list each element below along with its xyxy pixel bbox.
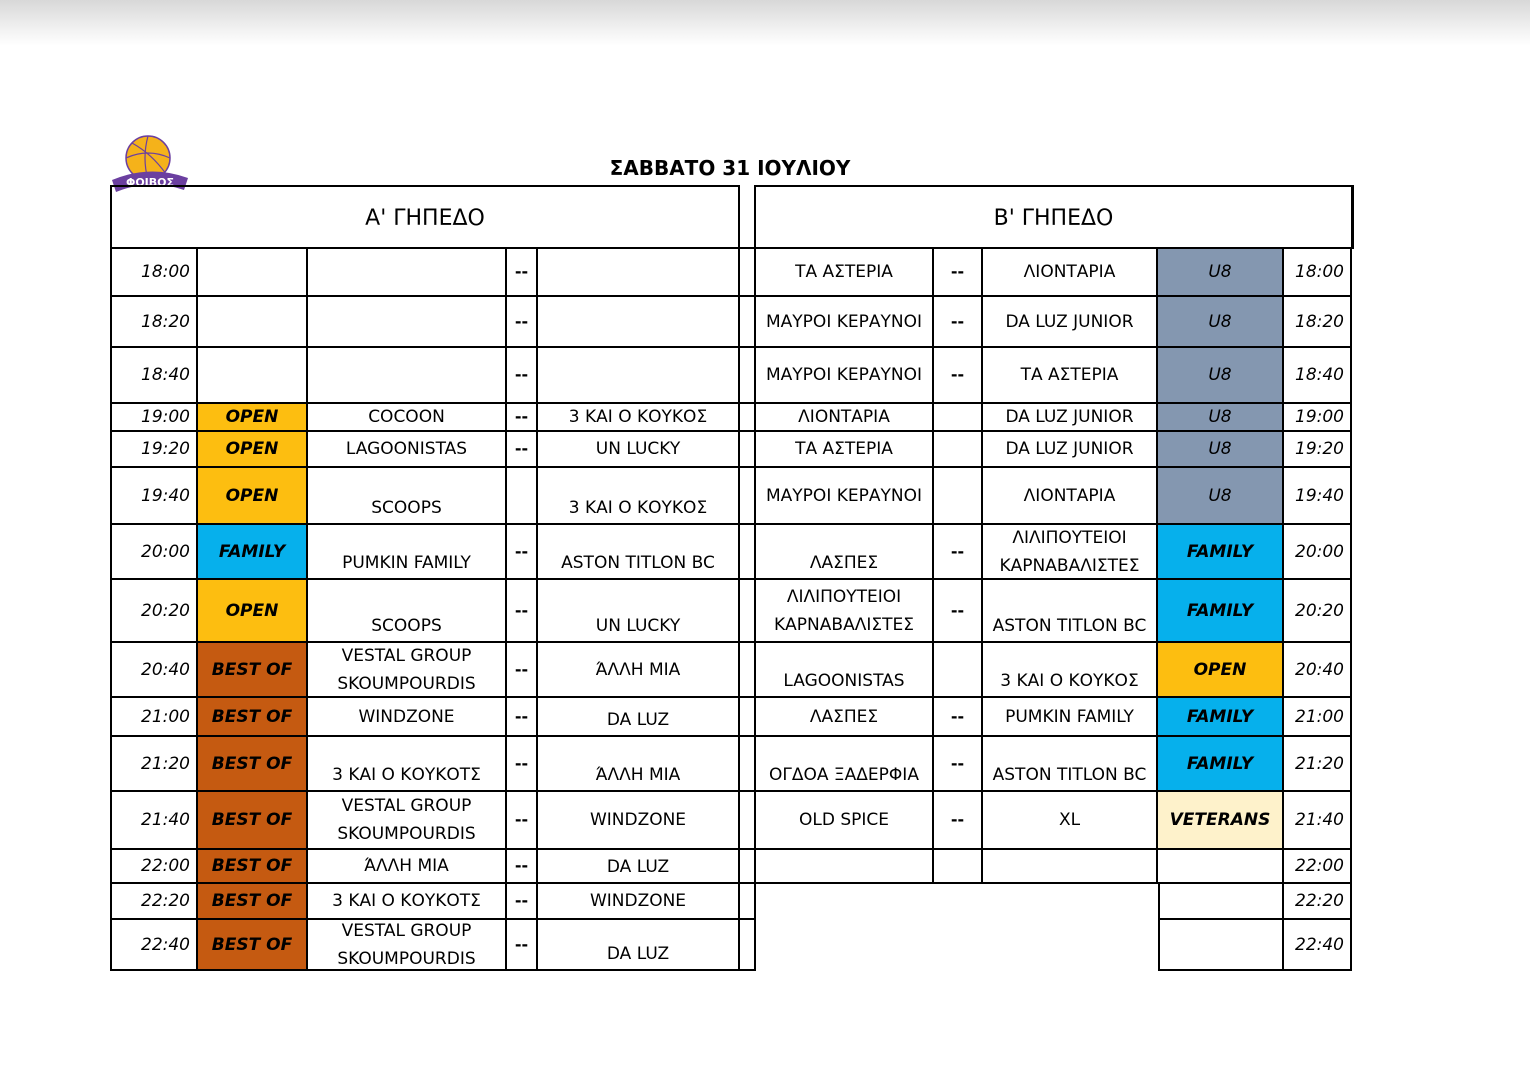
court-a-team2-text: DA LUZ bbox=[606, 710, 670, 730]
court-a-team2 bbox=[538, 468, 740, 525]
court-b-time-text: 22:00 bbox=[1295, 856, 1344, 876]
court-a-team1 bbox=[308, 643, 507, 698]
court-a-category-text: OPEN bbox=[225, 600, 279, 621]
court-a-vs bbox=[507, 525, 538, 580]
court-a-time bbox=[110, 297, 198, 348]
court-b-vs bbox=[934, 432, 983, 468]
court-a-team1 bbox=[308, 297, 507, 348]
court-a-team1 bbox=[308, 249, 507, 297]
court-b-time-text: 18:00 bbox=[1295, 262, 1344, 282]
court-a-time-text: 18:20 bbox=[141, 311, 190, 332]
court-a-team2-text: WINDZONE bbox=[589, 891, 687, 911]
court-b-vs-text: -- bbox=[950, 810, 965, 829]
court-a-time bbox=[110, 525, 198, 580]
court-b-time-text: 21:40 bbox=[1295, 810, 1344, 830]
court-a-time bbox=[110, 468, 198, 525]
court-b-category-text: FAMILY bbox=[1186, 753, 1254, 774]
court-b-time bbox=[1284, 850, 1352, 884]
court-b-time bbox=[1284, 348, 1352, 404]
court-a-category-text: BEST OF bbox=[211, 706, 293, 727]
court-a-time-text: 18:00 bbox=[141, 262, 190, 282]
court-a-category bbox=[198, 432, 308, 468]
court-b-team1 bbox=[756, 525, 934, 580]
court-b-vs-text: -- bbox=[950, 706, 965, 726]
court-b-time bbox=[1284, 432, 1352, 468]
court-gap bbox=[740, 792, 756, 850]
court-b-team1-text: ΜΑΥΡΟΙ ΚΕΡΑΥΝΟΙ bbox=[766, 311, 922, 332]
court-b-time bbox=[1284, 580, 1352, 643]
court-a-team1 bbox=[308, 850, 507, 884]
court-b-team1 bbox=[756, 850, 934, 884]
court-b-category bbox=[1158, 698, 1284, 737]
court-b-team2-text: ΛΙΛΙΠΟΥΤΕΙΟΙ ΚΑΡΝΑΒΑΛΙΣΤΕΣ bbox=[999, 527, 1140, 576]
court-a-vs-text: -- bbox=[514, 753, 529, 773]
court-b-vs-text: -- bbox=[950, 541, 965, 561]
court-b-team2 bbox=[983, 348, 1158, 404]
court-gap bbox=[740, 297, 756, 348]
court-a-team2 bbox=[538, 432, 740, 468]
court-a-team2-text: 3 ΚΑΙ Ο ΚΟΥΚΟΣ bbox=[568, 407, 708, 427]
court-b-team1-text: ΛΑΣΠΕΣ bbox=[809, 553, 879, 573]
court-b-time-text: 20:00 bbox=[1295, 541, 1344, 562]
court-b-time bbox=[1284, 404, 1352, 432]
court-a-team2 bbox=[538, 884, 740, 920]
court-a-team2-text: 3 ΚΑΙ Ο ΚΟΥΚΟΣ bbox=[568, 498, 708, 518]
court-b-vs bbox=[934, 249, 983, 297]
court-a-category bbox=[198, 468, 308, 525]
court-a-category bbox=[198, 643, 308, 698]
court-b-vs-text: -- bbox=[950, 311, 965, 331]
court-b-header bbox=[754, 185, 1354, 249]
court-a-category bbox=[198, 580, 308, 643]
court-a-category-text: BEST OF bbox=[211, 934, 293, 955]
court-b-category-text: U8 bbox=[1208, 262, 1232, 282]
court-b-team2 bbox=[983, 249, 1158, 297]
court-b-category bbox=[1158, 348, 1284, 404]
court-b-time-text: 19:40 bbox=[1295, 485, 1344, 506]
court-b-team2-text: PUMKIN FAMILY bbox=[1005, 706, 1134, 727]
court-a-team1 bbox=[308, 884, 507, 920]
court-a-category-text: FAMILY bbox=[218, 541, 286, 562]
court-b-team1 bbox=[756, 643, 934, 698]
court-b-team2-text: DA LUZ JUNIOR bbox=[1005, 439, 1134, 459]
court-a-category bbox=[198, 348, 308, 404]
court-a-vs-text: -- bbox=[514, 439, 529, 458]
court-b-vs bbox=[934, 348, 983, 404]
court-a-time-text: 21:40 bbox=[141, 810, 190, 830]
court-a-time-text: 18:40 bbox=[141, 365, 190, 385]
court-b-time-text: 19:00 bbox=[1295, 407, 1344, 427]
court-a-time bbox=[110, 737, 198, 792]
court-b-team2 bbox=[983, 698, 1158, 737]
court-b-time bbox=[1284, 920, 1352, 971]
court-b-team1-text: ΜΑΥΡΟΙ ΚΕΡΑΥΝΟΙ bbox=[766, 365, 922, 385]
court-b-category-text: U8 bbox=[1208, 439, 1232, 459]
court-b-category bbox=[1158, 737, 1284, 792]
court-b-team1 bbox=[756, 468, 934, 525]
court-b-category bbox=[1158, 432, 1284, 468]
court-a-team2-text: WINDZONE bbox=[589, 810, 687, 830]
court-b-vs bbox=[934, 737, 983, 792]
court-b-vs bbox=[934, 698, 983, 737]
court-a-team2 bbox=[538, 737, 740, 792]
court-b-time bbox=[1284, 468, 1352, 525]
court-gap bbox=[740, 525, 756, 580]
court-a-team1-text: VESTAL GROUP SKOUMPOURDIS bbox=[337, 645, 476, 694]
court-a-time-text: 19:00 bbox=[141, 407, 190, 427]
court-b-category-text: OPEN bbox=[1193, 659, 1247, 680]
court-b-time-text: 21:00 bbox=[1295, 706, 1344, 727]
court-b-time-text: 18:40 bbox=[1295, 365, 1344, 385]
court-a-time-text: 21:20 bbox=[141, 753, 190, 774]
court-b-team1 bbox=[756, 249, 934, 297]
court-a-team1 bbox=[308, 348, 507, 404]
court-b-team2 bbox=[983, 432, 1158, 468]
court-a-category bbox=[198, 737, 308, 792]
court-b-team1-text: ΛΙΛΙΠΟΥΤΕΙΟΙ ΚΑΡΝΑΒΑΛΙΣΤΕΣ bbox=[774, 586, 914, 635]
court-a-team2-text: ΆΛΛΗ ΜΙΑ bbox=[595, 765, 681, 785]
court-b-category-text: FAMILY bbox=[1186, 541, 1254, 562]
court-a-vs bbox=[507, 580, 538, 643]
court-b-team2-text: ΛΙΟΝΤΑΡΙΑ bbox=[1023, 485, 1116, 506]
court-a-time-text: 20:40 bbox=[141, 659, 190, 680]
court-a-team1-text: WINDZONE bbox=[358, 706, 455, 727]
court-a-team2-text: ASTON TITLON BC bbox=[561, 553, 715, 573]
court-a-team1-text: 3 ΚΑΙ Ο ΚΟΥΚΟΤΣ bbox=[332, 891, 481, 911]
court-b-vs-text: -- bbox=[950, 262, 965, 281]
court-a-time bbox=[110, 920, 198, 971]
court-b-team2-text: DA LUZ JUNIOR bbox=[1005, 311, 1134, 332]
court-b-team2-text: XL bbox=[1058, 810, 1081, 830]
court-a-team2 bbox=[538, 348, 740, 404]
page-title: ΣΑΒΒΑΤΟ 31 ΙΟΥΛΙΟΥ bbox=[609, 156, 851, 180]
court-a-team1-text: LAGOONISTAS bbox=[345, 439, 468, 459]
court-a-team1 bbox=[308, 432, 507, 468]
court-b-team1 bbox=[756, 348, 934, 404]
court-a-vs bbox=[507, 404, 538, 432]
court-b-time-text: 22:40 bbox=[1295, 934, 1344, 955]
court-b-category bbox=[1158, 792, 1284, 850]
court-gap bbox=[740, 468, 756, 525]
court-b-team2 bbox=[983, 792, 1158, 850]
court-a-team1-text: COCOON bbox=[368, 407, 445, 427]
court-a-vs bbox=[507, 432, 538, 468]
court-b-time-text: 21:20 bbox=[1295, 753, 1344, 774]
court-b-time bbox=[1284, 525, 1352, 580]
court-b-category bbox=[1158, 850, 1284, 884]
court-b-team2-text: ASTON TITLON BC bbox=[992, 765, 1147, 785]
court-b-time bbox=[1284, 792, 1352, 850]
court-b-team2 bbox=[983, 850, 1158, 884]
court-b-time-text: 20:20 bbox=[1295, 600, 1344, 621]
court-a-header-label: Α' ΓΗΠΕΔΟ bbox=[365, 205, 485, 231]
court-b-category-text: VETERANS bbox=[1169, 810, 1271, 830]
court-b-team1 bbox=[756, 580, 934, 643]
court-a-vs bbox=[507, 468, 538, 525]
court-a-team1-text: PUMKIN FAMILY bbox=[342, 553, 471, 573]
court-b-team1 bbox=[756, 698, 934, 737]
court-a-vs-text: -- bbox=[514, 541, 529, 561]
court-b-team2 bbox=[983, 580, 1158, 643]
court-b-team2 bbox=[983, 297, 1158, 348]
court-b-vs bbox=[934, 850, 983, 884]
court-a-team2 bbox=[538, 249, 740, 297]
court-a-vs-text: -- bbox=[514, 365, 529, 384]
court-a-category bbox=[198, 920, 308, 971]
court-gap bbox=[740, 580, 756, 643]
court-a-time bbox=[110, 249, 198, 297]
court-a-time-text: 19:20 bbox=[141, 439, 190, 459]
court-b-time-text: 22:20 bbox=[1295, 891, 1344, 911]
court-gap bbox=[740, 884, 756, 920]
court-b-vs-text: -- bbox=[950, 753, 965, 773]
window-top-band bbox=[0, 0, 1530, 46]
court-a-category-text: BEST OF bbox=[211, 856, 293, 876]
court-b-category bbox=[1158, 920, 1284, 971]
court-a-team1 bbox=[308, 698, 507, 737]
court-b-vs bbox=[934, 297, 983, 348]
court-b-team1 bbox=[756, 737, 934, 792]
court-b-team1-text: ΜΑΥΡΟΙ ΚΕΡΑΥΝΟΙ bbox=[766, 485, 922, 506]
court-b-team1-text: ΤΑ ΑΣΤΕΡΙΑ bbox=[795, 439, 893, 459]
court-a-time-text: 22:00 bbox=[141, 856, 190, 876]
court-b-team1 bbox=[756, 297, 934, 348]
court-a-vs bbox=[507, 297, 538, 348]
court-gap bbox=[740, 698, 756, 737]
court-b-category bbox=[1158, 643, 1284, 698]
court-b-category-text: FAMILY bbox=[1186, 706, 1254, 727]
court-a-team1-text: 3 ΚΑΙ Ο ΚΟΥΚΟΤΣ bbox=[332, 765, 481, 785]
court-b-team2-text: ΤΑ ΑΣΤΕΡΙΑ bbox=[1020, 365, 1119, 385]
court-a-category-text: BEST OF bbox=[211, 753, 293, 774]
court-a-vs-text: -- bbox=[514, 891, 529, 910]
court-a-time-text: 19:40 bbox=[141, 485, 190, 506]
court-b-time bbox=[1284, 884, 1352, 920]
court-a-category-text: BEST OF bbox=[211, 810, 293, 830]
court-a-team1 bbox=[308, 580, 507, 643]
court-a-vs bbox=[507, 920, 538, 971]
court-b-team1-text: ΤΑ ΑΣΤΕΡΙΑ bbox=[795, 262, 893, 282]
court-gap bbox=[740, 348, 756, 404]
court-b-time-text: 19:20 bbox=[1295, 439, 1344, 459]
court-a-time bbox=[110, 698, 198, 737]
court-a-category bbox=[198, 792, 308, 850]
court-a-vs bbox=[507, 737, 538, 792]
court-gap bbox=[740, 432, 756, 468]
court-a-team2 bbox=[538, 792, 740, 850]
court-b-time bbox=[1284, 297, 1352, 348]
court-b-team2-text: DA LUZ JUNIOR bbox=[1005, 407, 1134, 427]
court-a-vs-text: -- bbox=[514, 407, 529, 426]
court-b-team2 bbox=[983, 525, 1158, 580]
court-a-team1 bbox=[308, 920, 507, 971]
court-a-time-text: 20:00 bbox=[141, 541, 190, 562]
court-b-category bbox=[1158, 404, 1284, 432]
court-a-category bbox=[198, 850, 308, 884]
court-a-team1 bbox=[308, 525, 507, 580]
court-a-team2 bbox=[538, 698, 740, 737]
court-a-vs-text: -- bbox=[514, 706, 529, 726]
court-gap bbox=[740, 404, 756, 432]
court-a-team2-text: UN LUCKY bbox=[595, 439, 681, 459]
court-b-team1 bbox=[756, 792, 934, 850]
court-gap bbox=[740, 850, 756, 884]
court-b-category bbox=[1158, 468, 1284, 525]
court-a-time bbox=[110, 643, 198, 698]
court-b-vs bbox=[934, 580, 983, 643]
court-b-vs bbox=[934, 525, 983, 580]
court-a-vs bbox=[507, 850, 538, 884]
court-b-category bbox=[1158, 297, 1284, 348]
court-b-time bbox=[1284, 698, 1352, 737]
court-a-team2 bbox=[538, 920, 740, 971]
club-logo bbox=[108, 130, 192, 192]
court-b-team1-text: LAGOONISTAS bbox=[783, 671, 905, 691]
court-b-team2 bbox=[983, 404, 1158, 432]
court-a-time bbox=[110, 404, 198, 432]
court-a-team2-text: ΆΛΛΗ ΜΙΑ bbox=[595, 659, 681, 680]
court-a-time-text: 22:40 bbox=[141, 934, 190, 955]
court-a-time bbox=[110, 792, 198, 850]
court-b-vs bbox=[934, 468, 983, 525]
court-b-vs-text: -- bbox=[950, 600, 965, 620]
court-a-category bbox=[198, 698, 308, 737]
court-a-team2 bbox=[538, 404, 740, 432]
court-b-vs bbox=[934, 792, 983, 850]
court-a-category-text: BEST OF bbox=[211, 891, 293, 911]
court-b-team1-text: ΛΙΟΝΤΑΡΙΑ bbox=[798, 407, 890, 427]
court-b-category-text: U8 bbox=[1208, 365, 1232, 385]
court-b-category-text: FAMILY bbox=[1186, 600, 1254, 621]
court-a-vs-text: -- bbox=[514, 659, 529, 679]
court-a-team2 bbox=[538, 850, 740, 884]
court-b-time bbox=[1284, 737, 1352, 792]
court-a-category bbox=[198, 884, 308, 920]
court-b-team2-text: ΛΙΟΝΤΑΡΙΑ bbox=[1023, 262, 1116, 282]
court-a-vs bbox=[507, 643, 538, 698]
court-b-team1 bbox=[756, 432, 934, 468]
court-gap bbox=[740, 920, 756, 971]
court-b-team2-text: 3 ΚΑΙ Ο ΚΟΥΚΟΣ bbox=[1000, 671, 1139, 691]
court-b-category bbox=[1158, 525, 1284, 580]
court-a-time-text: 21:00 bbox=[141, 706, 190, 727]
court-a-team1-text: SCOOPS bbox=[371, 616, 442, 636]
court-a-category bbox=[198, 525, 308, 580]
court-a-team2 bbox=[538, 297, 740, 348]
court-a-team1 bbox=[308, 792, 507, 850]
court-a-vs-text: -- bbox=[514, 810, 529, 829]
court-a-vs bbox=[507, 698, 538, 737]
court-a-team2-text: DA LUZ bbox=[606, 857, 670, 877]
court-b-vs bbox=[934, 643, 983, 698]
court-a-vs-text: -- bbox=[514, 262, 529, 281]
court-a-vs-text: -- bbox=[514, 934, 529, 954]
court-b-category bbox=[1158, 580, 1284, 643]
court-a-vs bbox=[507, 884, 538, 920]
court-a-time-text: 20:20 bbox=[141, 600, 190, 621]
court-a-time bbox=[110, 348, 198, 404]
court-a-vs bbox=[507, 792, 538, 850]
court-b-team1-text: ΟΓΔΟΑ ΞΑΔΕΡΦΙΑ bbox=[769, 765, 919, 785]
court-b-header-label: Β' ΓΗΠΕΔΟ bbox=[993, 205, 1114, 231]
court-a-category bbox=[198, 249, 308, 297]
court-a-team1-text: ΆΛΛΗ ΜΙΑ bbox=[364, 856, 449, 876]
court-a-team2-text: UN LUCKY bbox=[595, 616, 681, 636]
court-a-category-text: OPEN bbox=[225, 485, 279, 506]
court-a-team1 bbox=[308, 404, 507, 432]
court-gap bbox=[740, 737, 756, 792]
court-a-team2 bbox=[538, 643, 740, 698]
court-b-team1-text: ΛΑΣΠΕΣ bbox=[809, 706, 879, 727]
court-b-team1-text: OLD SPICE bbox=[798, 810, 889, 830]
court-a-category-text: OPEN bbox=[225, 407, 279, 427]
court-b-time-text: 18:20 bbox=[1295, 311, 1344, 332]
court-a-vs-text: -- bbox=[514, 600, 529, 620]
court-a-category bbox=[198, 297, 308, 348]
court-a-header bbox=[110, 185, 740, 249]
court-b-team1 bbox=[756, 404, 934, 432]
court-a-time-text: 22:20 bbox=[141, 891, 190, 911]
court-b-category-text: U8 bbox=[1208, 407, 1232, 427]
court-b-time bbox=[1284, 643, 1352, 698]
court-a-time bbox=[110, 884, 198, 920]
court-b-vs bbox=[934, 404, 983, 432]
court-gap bbox=[740, 249, 756, 297]
court-a-category bbox=[198, 404, 308, 432]
court-a-category-text: BEST OF bbox=[211, 659, 293, 680]
court-a-team1-text: SCOOPS bbox=[371, 498, 442, 518]
court-a-vs-text: -- bbox=[514, 311, 529, 331]
court-a-team1 bbox=[308, 737, 507, 792]
court-b-vs-text: -- bbox=[950, 365, 965, 384]
court-a-team1 bbox=[308, 468, 507, 525]
court-a-vs bbox=[507, 348, 538, 404]
court-a-team2-text: DA LUZ bbox=[606, 944, 670, 964]
court-a-vs-text: -- bbox=[514, 856, 529, 875]
court-a-vs bbox=[507, 249, 538, 297]
court-b-time-text: 20:40 bbox=[1295, 659, 1344, 680]
court-a-time bbox=[110, 850, 198, 884]
court-b-team2 bbox=[983, 737, 1158, 792]
court-b-team2 bbox=[983, 643, 1158, 698]
court-b-team2-text: ASTON TITLON BC bbox=[992, 616, 1147, 636]
court-a-time bbox=[110, 580, 198, 643]
court-a-team1-text: VESTAL GROUP SKOUMPOURDIS bbox=[337, 796, 476, 844]
logo-text: ΦΟΙΒΟΣ bbox=[125, 176, 175, 189]
court-b-category-text: U8 bbox=[1208, 311, 1232, 332]
court-a-category-text: OPEN bbox=[225, 439, 279, 459]
court-b-team2 bbox=[983, 468, 1158, 525]
court-gap bbox=[740, 643, 756, 698]
court-a-team2 bbox=[538, 580, 740, 643]
court-b-category-text: U8 bbox=[1208, 485, 1232, 506]
court-b-time bbox=[1284, 249, 1352, 297]
court-a-time bbox=[110, 432, 198, 468]
court-a-team1-text: VESTAL GROUP SKOUMPOURDIS bbox=[337, 920, 476, 969]
court-b-category bbox=[1158, 249, 1284, 297]
court-a-team2 bbox=[538, 525, 740, 580]
court-b-category bbox=[1158, 884, 1284, 920]
